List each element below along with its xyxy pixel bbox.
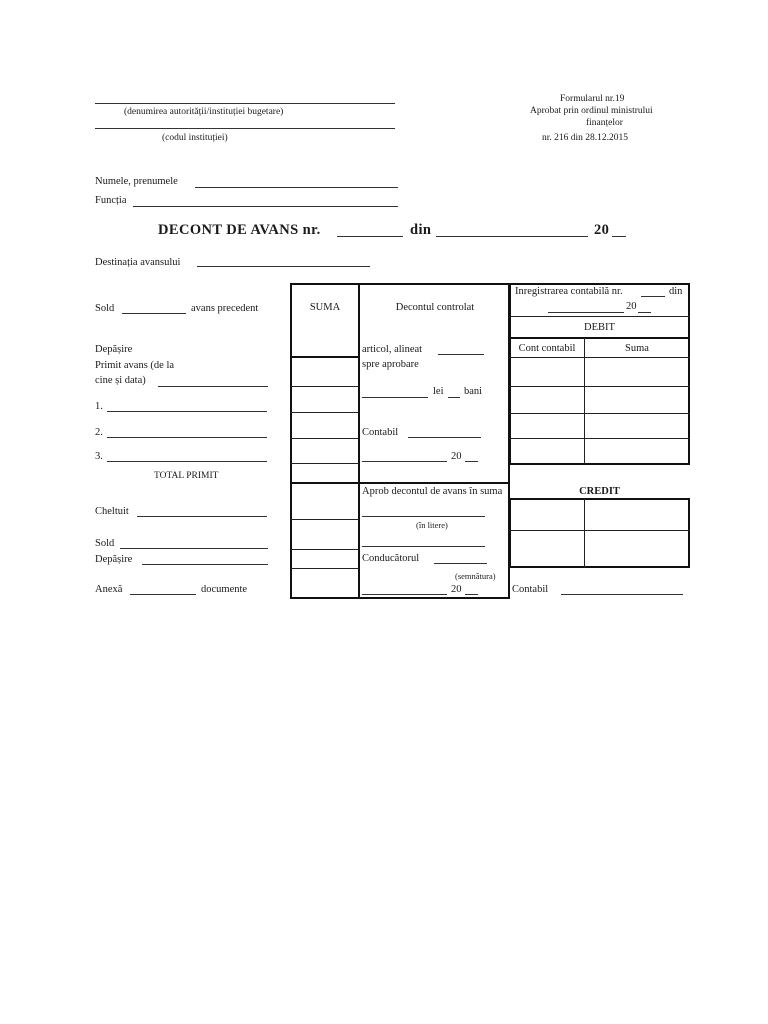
primit-avans-label-1: Primit avans (de la [95,360,175,371]
title-year: 20 [594,222,610,238]
depasire-2-label: Depășire [95,554,133,565]
depasire-2-field-line[interactable] [142,564,268,565]
debit-row-line-1 [509,357,690,358]
institution-name-line [95,103,395,104]
contabil-control-label: Contabil [362,427,399,438]
suma-row-line-6 [290,549,359,550]
anexa-field-line[interactable] [130,594,196,595]
semnatura-caption: (semnătura) [455,571,496,581]
inregistrare-number-line[interactable] [641,296,665,297]
lei-field-line[interactable] [362,397,428,398]
approval-year-suffix-line[interactable] [465,594,478,595]
suma-header-bottom-border [290,356,359,358]
item-3-label: 3. [95,451,103,462]
decont-table-frame [290,283,510,599]
credit-row-line [509,530,690,531]
anexa-label: Anexă [95,584,123,595]
suma-row-line-4 [290,463,359,464]
debit-header-bottom-border [509,337,690,339]
sold-label: Sold [95,303,115,314]
cheltuit-label: Cheltuit [95,506,129,517]
institution-name-caption: (denumirea autorității/instituției bugetare) [124,107,284,117]
primit-avans-field-line[interactable] [158,386,268,387]
title-decont-avans: DECONT DE AVANS nr. [158,222,321,238]
conducatorul-label: Conducătorul [362,553,420,564]
inregistrarea-contabila-label: Inregistrarea contabilă nr. [515,286,623,297]
item-3-field-line[interactable] [107,461,267,462]
aprob-decont-label: Aprob decontul de avans în suma [362,486,503,497]
total-primit-bottom-border [290,482,510,484]
contabil-signature-label: Contabil [512,584,549,595]
in-litere-caption: (în litere) [416,520,448,530]
destination-field-line[interactable] [197,266,370,267]
lei-label: lei [433,386,444,397]
decont-number-line[interactable] [337,236,403,237]
sold-field-line[interactable] [122,313,186,314]
control-year-suffix-line[interactable] [465,461,478,462]
approval-line-2: finanțelor [586,118,623,128]
debit-row-line-2 [509,386,690,387]
name-field-line[interactable] [195,187,398,188]
decont-date-line[interactable] [436,236,588,237]
item-2-field-line[interactable] [107,437,267,438]
documente-label: documente [201,584,248,595]
spre-aprobare-label: spre aprobare [362,359,419,370]
institution-code-line [95,128,395,129]
bani-label: bani [464,386,483,397]
inregistrare-year-suffix-line[interactable] [638,312,651,313]
suma-row-line-7 [290,568,359,569]
destination-label: Destinația avansului [95,257,181,268]
decontul-controlat-header: Decontul controlat [395,302,475,313]
debit-suma-header: Suma [625,343,649,354]
control-date-field-line[interactable] [362,461,447,462]
inregistrare-din-label: din [669,286,683,297]
avans-precedent-label: avans precedent [191,303,259,314]
suma-row-line-3 [290,438,359,439]
debit-row-line-3 [509,413,690,414]
inregistrare-date-line[interactable] [548,312,624,313]
function-field-line[interactable] [133,206,398,207]
aprob-suma-field-line[interactable] [362,516,485,517]
item-1-label: 1. [95,401,103,412]
suma-row-line-1 [290,386,359,387]
credit-column-divider [584,498,585,568]
credit-table-frame [509,498,690,568]
name-label: Numele, prenumele [95,176,178,187]
credit-header: CREDIT [579,486,620,497]
debit-row-line-4 [509,438,690,439]
title-din: din [410,222,432,238]
suma-header: SUMA [309,302,341,313]
debit-top-line [509,316,690,317]
articol-alineat-field-line[interactable] [438,354,484,355]
depasire-label: Depășire [95,344,133,355]
form-number: Formularul nr.19 [560,94,625,104]
aprob-suma-field-line-2[interactable] [362,546,485,547]
articol-alineat-label: articol, alineat [362,344,423,355]
approval-line-3: nr. 216 din 28.12.2015 [542,133,629,143]
primit-avans-label-2: cine și data) [95,375,146,386]
conducatorul-field-line[interactable] [434,563,487,564]
bani-field-line[interactable] [448,397,460,398]
sold-2-field-line[interactable] [120,548,268,549]
institution-code-caption: (codul instituției) [162,133,228,143]
approval-line-1: Aprobat prin ordinul ministrului [530,106,653,116]
total-primit-label: TOTAL PRIMIT [154,471,219,481]
control-year: 20 [451,451,462,462]
suma-row-line-2 [290,412,359,413]
year-suffix-line[interactable] [612,236,626,237]
suma-row-line-5 [290,519,359,520]
inregistrare-year: 20 [626,301,637,312]
item-2-label: 2. [95,427,103,438]
item-1-field-line[interactable] [107,411,267,412]
suma-column-divider [358,283,360,599]
sold-2-label: Sold [95,538,115,549]
approval-year: 20 [451,584,462,595]
contabil-control-field-line[interactable] [408,437,481,438]
contabil-signature-line[interactable] [561,594,683,595]
debit-cont-contabil-header: Cont contabil [518,343,576,354]
function-label: Funcția [95,195,127,206]
approval-date-field-line[interactable] [362,594,447,595]
debit-header: DEBIT [584,322,615,333]
cheltuit-field-line[interactable] [137,516,267,517]
